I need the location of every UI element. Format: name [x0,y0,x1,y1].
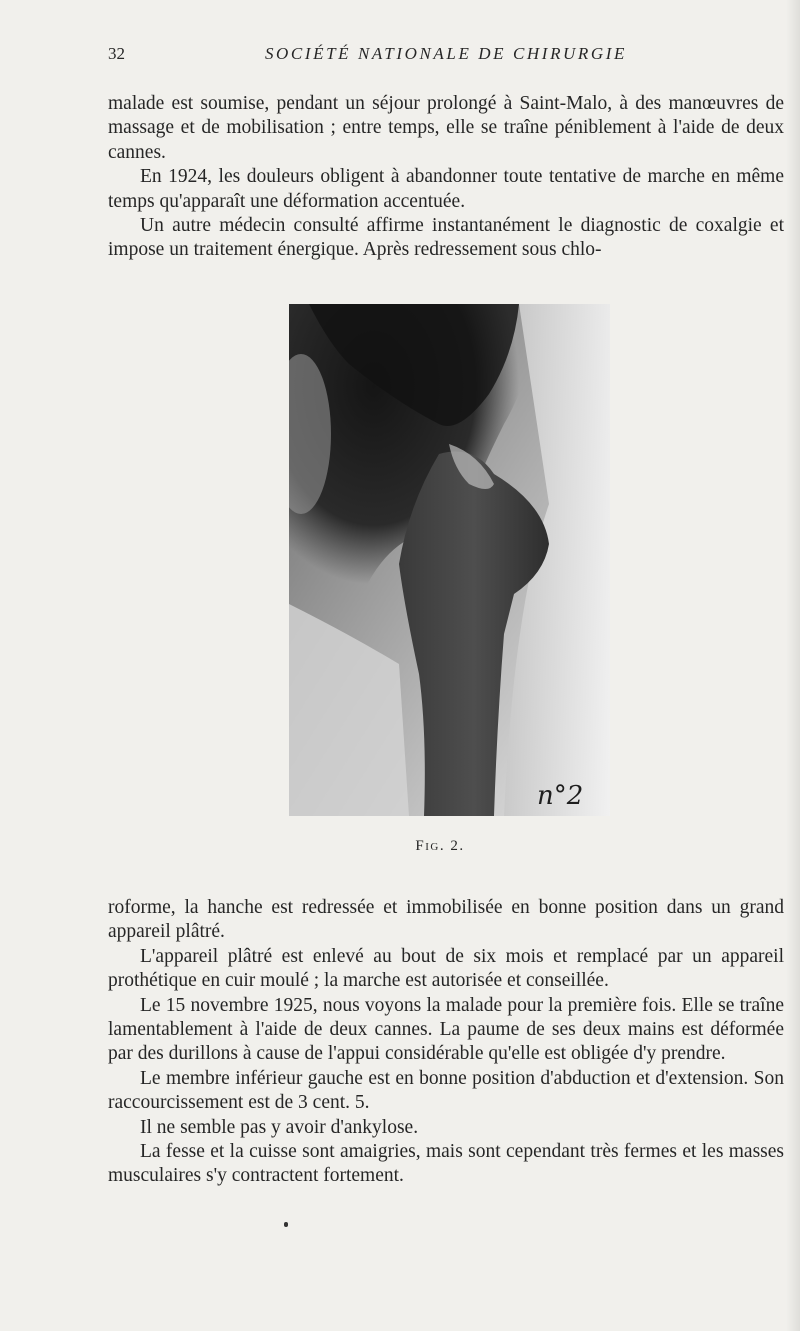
paragraph: malade est soumise, pendant un séjour prolongé à Saint-Malo, à des manœuvres de massage et de mobilisation ; entre temps, elle se traîne péniblement à l'aide de deux cannes. [108,93,784,163]
page-number: 32 [108,44,125,63]
ink-speck [284,1222,288,1227]
xray-figure [289,304,610,816]
paragraph: L'appareil plâtré est enlevé au bout de six mois et remplacé par un appareil prothétique en cuir moulé ; la marche est autorisée et conseillée. [108,945,784,992]
paragraph: Le membre inférieur gauche est en bonne position d'abduction et d'extension. Son raccourcissement est de 3 cent. 5. [108,1067,784,1114]
figure-caption: Fig. 2. [415,838,465,854]
paragraph: roforme, la hanche est redressée et immobilisée en bonne position dans un grand appareil plâtré. [108,897,784,943]
journal-title: SOCIÉTÉ NATIONALE DE CHIRURGIE [264,44,628,63]
figure-handwritten-label: n°2 [537,781,584,811]
paragraph: Le 15 novembre 1925, nous voyons la malade pour la première fois. Elle se traîne lamentablement à l'aide de deux cannes. La paume de ses deux mains est déformée par des durillons à cause de l'appui considérable qu'elle est obligée d'y prendre. [108,994,784,1065]
paragraph: En 1924, les douleurs obligent à abandonner toute tentative de marche en même temps qu'apparaît une déformation accentuée. [108,166,784,212]
paragraph: Il ne semble pas y avoir d'ankylose. [140,1116,419,1138]
body-text-top [108,92,784,263]
running-head [108,44,784,68]
paragraph: Un autre médecin consulté affirme instantanément le diagnostic de coxalgie et impose un traitement énergique. Après redressement sous chlo- [108,215,784,261]
page-edge-shadow [786,0,800,1331]
body-text-bottom [108,896,784,1189]
paragraph: La fesse et la cuisse sont amaigries, mais sont cependant très fermes et les masses musculaires s'y contractent fortement. [108,1141,784,1187]
